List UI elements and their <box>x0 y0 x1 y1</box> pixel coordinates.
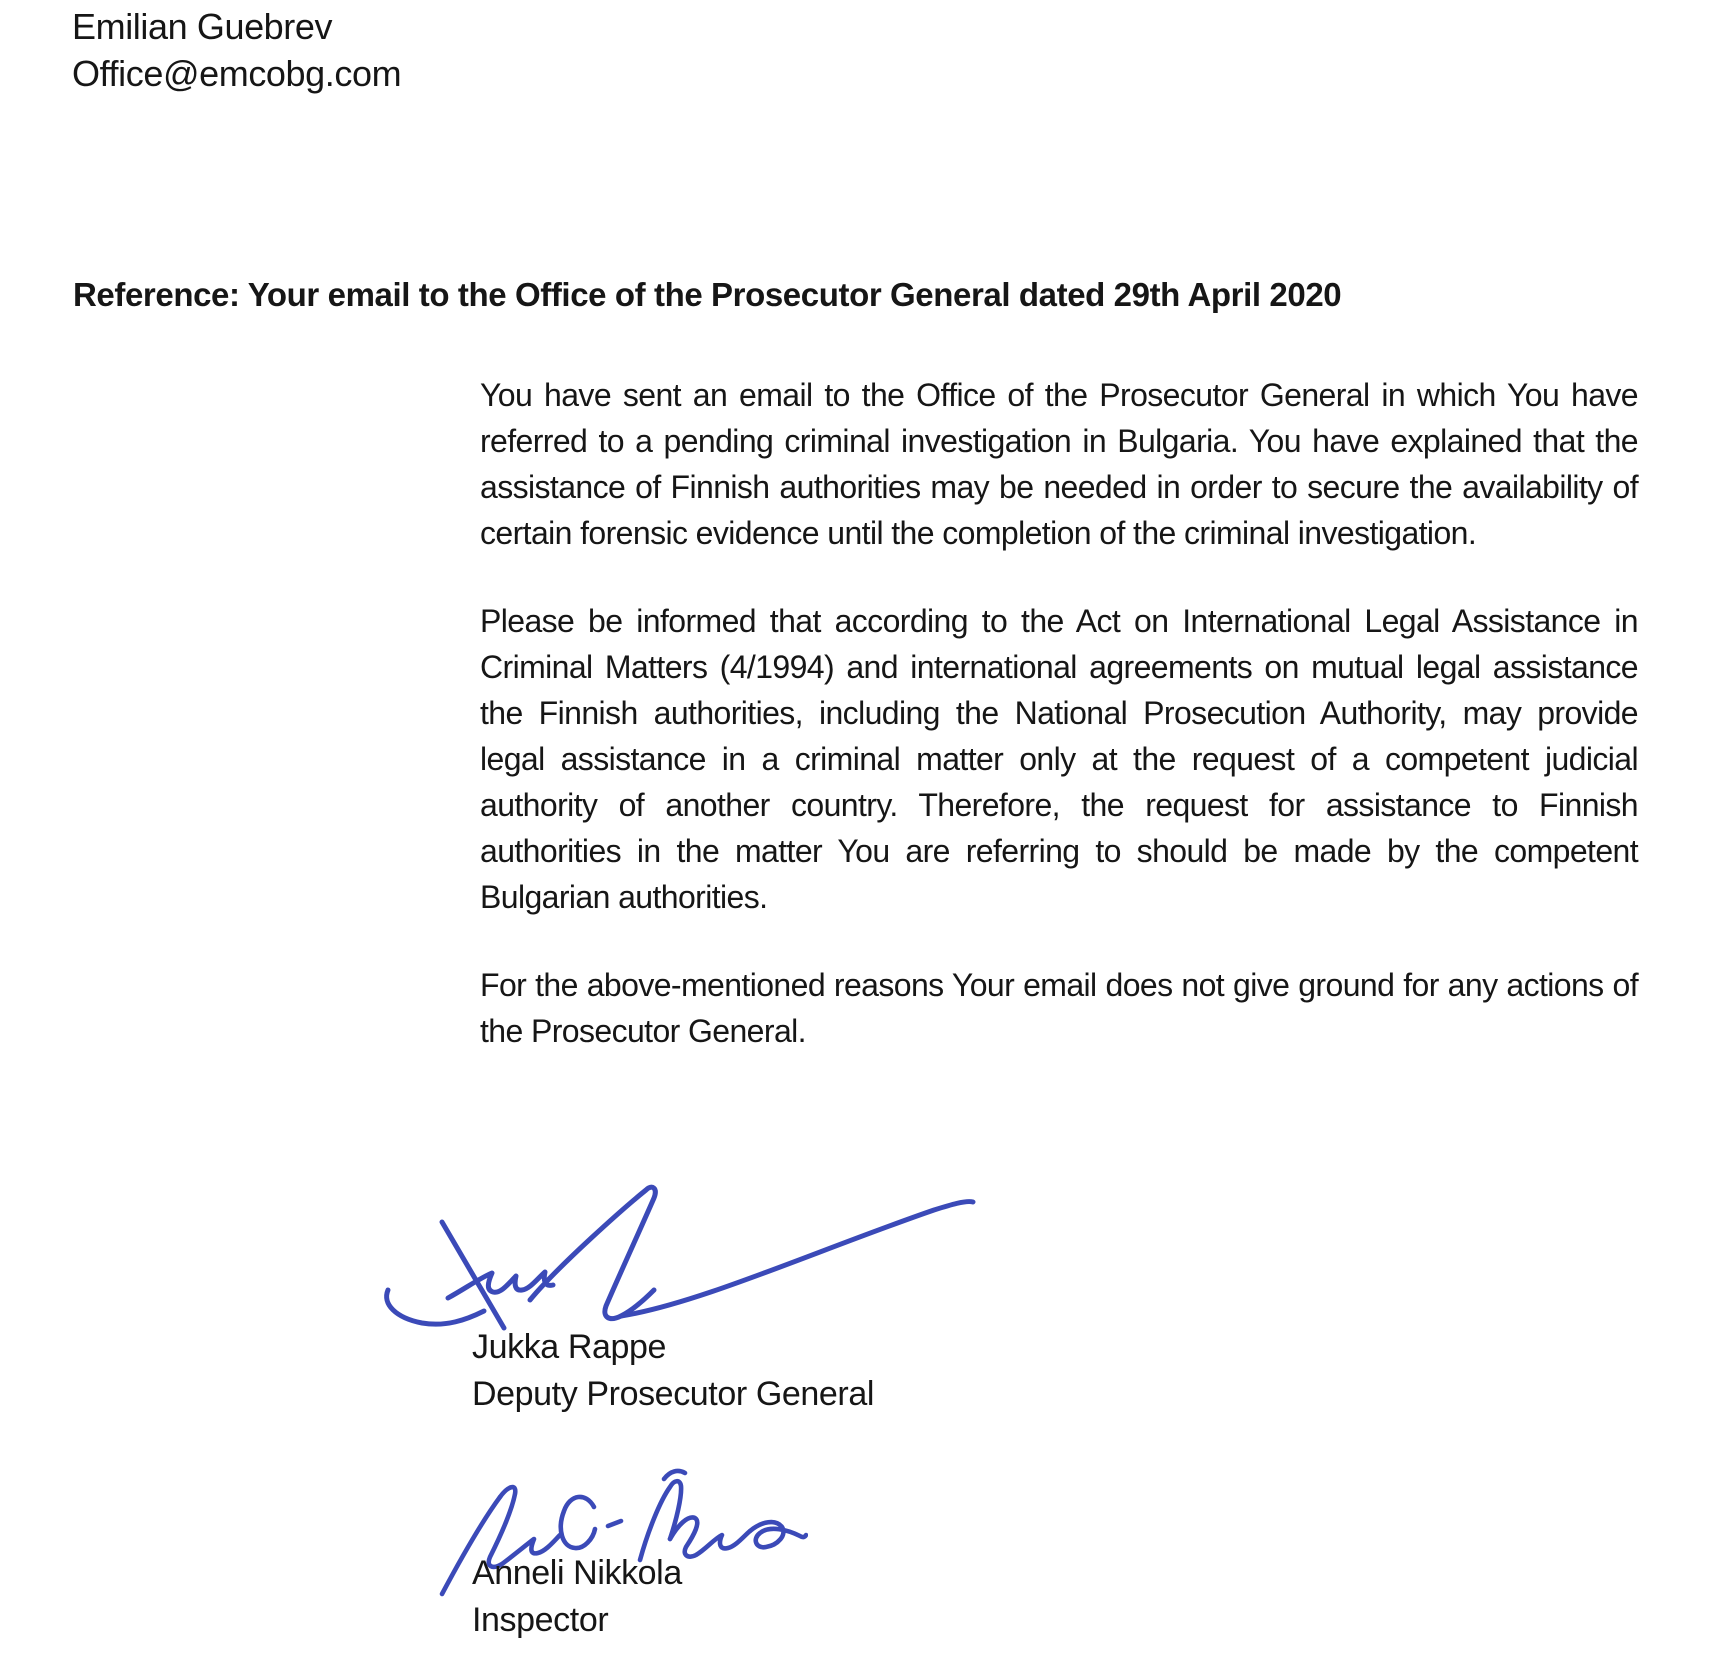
letter-body <box>480 372 1638 1054</box>
signatory-block-jukka-rappe <box>472 1324 874 1418</box>
jukka-rappe-signature-icon <box>378 1178 978 1340</box>
sender-email: Office@emcobg.com <box>72 53 402 94</box>
body-paragraph-1: You have sent an email to the Office of the Prosecutor General in which You have referred to a pending criminal investigation in Bulgaria. You have explained that the assistance of Finnish authorities may be needed in order to secure the availability of certain forensic evidence until the completion of the criminal investigation. <box>480 377 1638 551</box>
reference-line: Reference: Your email to the Office of the Prosecutor General dated 29th April 2020 <box>73 276 1342 313</box>
sender-name: Emilian Guebrev <box>72 6 333 47</box>
signatory-title: Inspector <box>472 1601 609 1639</box>
signatory-name: Anneli Nikkola <box>472 1554 682 1592</box>
signatory-block-anneli-nikkola <box>472 1550 682 1644</box>
signatory-name: Jukka Rappe <box>472 1328 667 1366</box>
body-paragraph-3: For the above-mentioned reasons Your email does not give ground for any actions of the Prosecutor General. <box>480 967 1638 1049</box>
signatory-title: Deputy Prosecutor General <box>472 1375 874 1413</box>
sender-block <box>72 3 401 97</box>
body-paragraph-2: Please be informed that according to the Act on International Legal Assistance in Criminal Matters (4/1994) and international agreements on mutual legal assistance the Finnish authorities, including the National Prosecution Authority, may provide legal assistance in a criminal matter only at the request of a competent judicial authority of another country. Therefore, the request for assistance to Finnish authorities in the matter You are referring to should be made by the competent Bulgarian authorities. <box>480 603 1638 915</box>
